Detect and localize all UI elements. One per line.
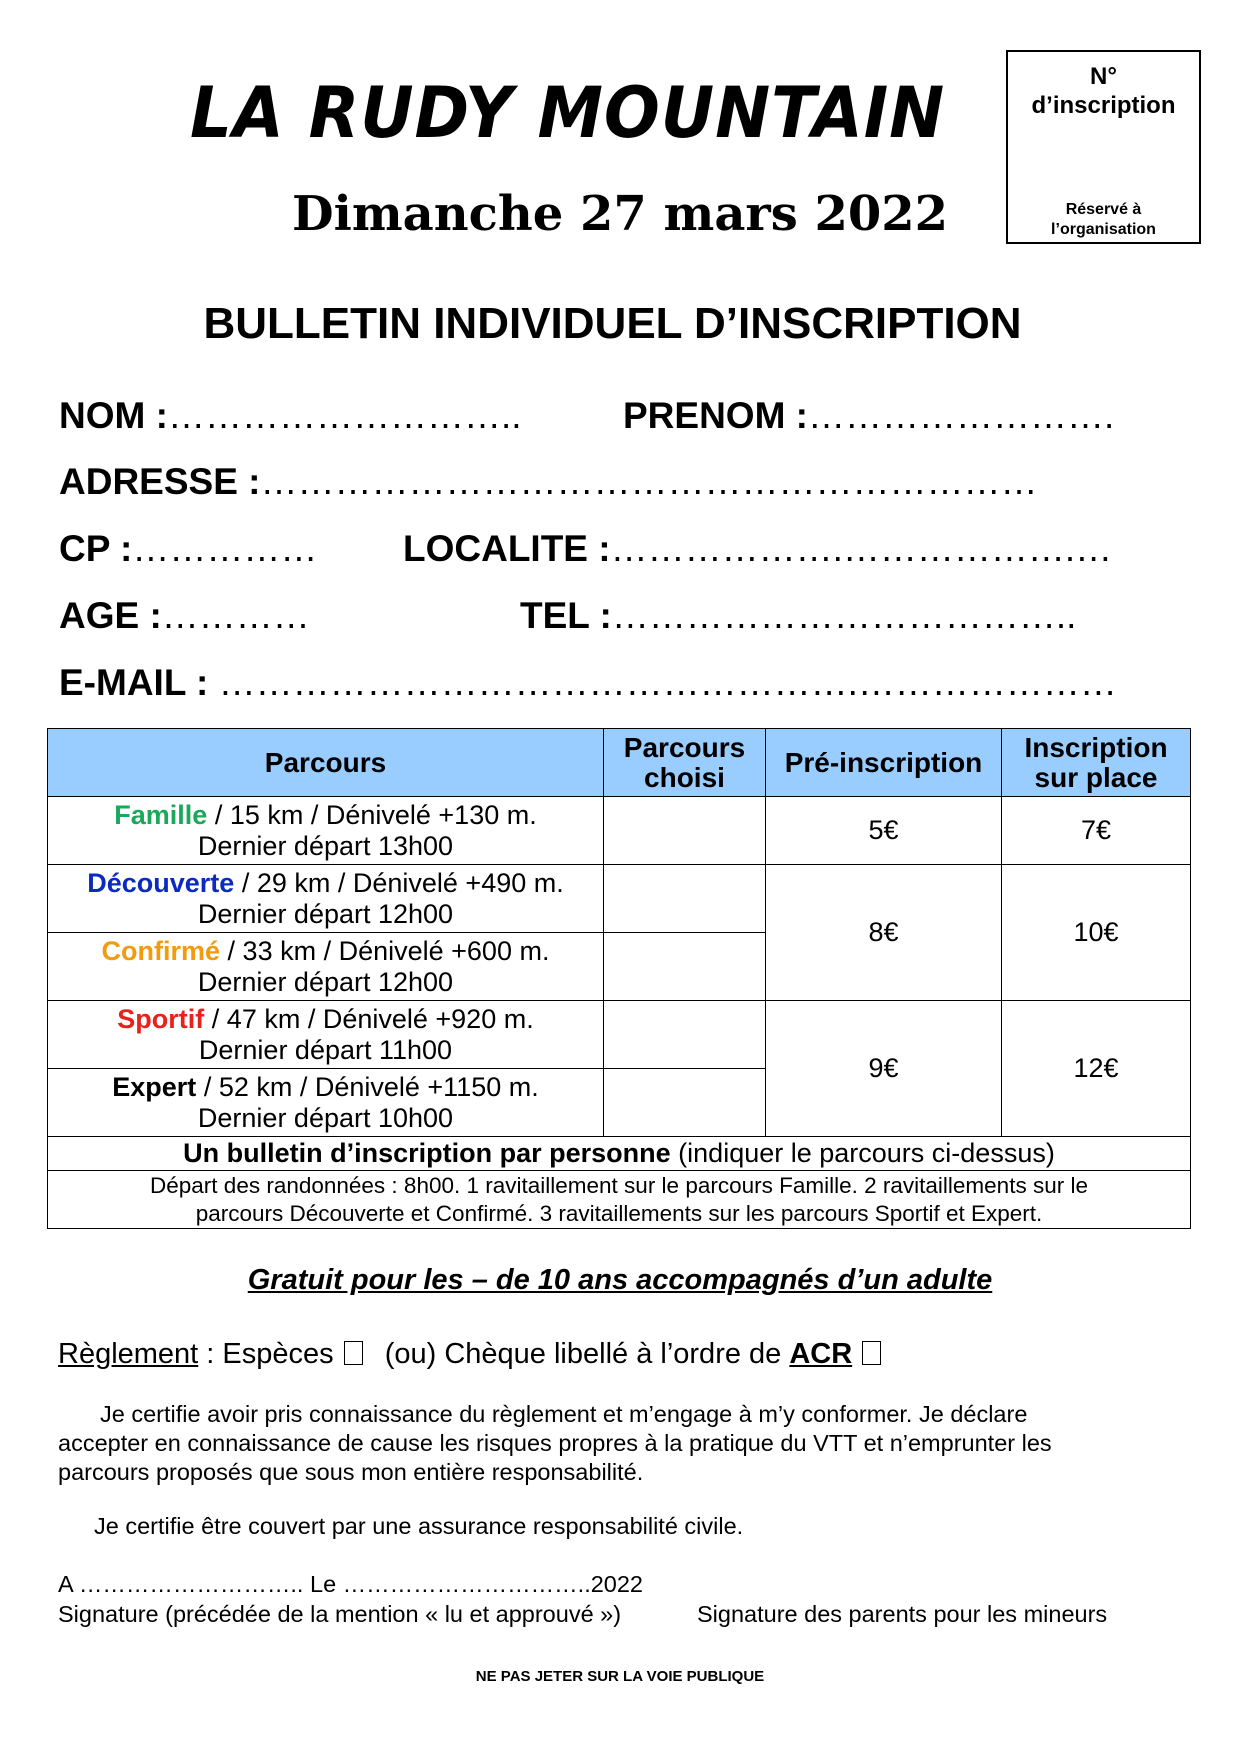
route-famille xyxy=(48,797,604,865)
prenom-label: PRENOM : xyxy=(623,395,808,436)
route-details: / 15 km / Dénivelé +130 m. xyxy=(207,799,537,830)
tel-label: TEL : xyxy=(520,595,612,636)
route-depart: Dernier départ 11h00 xyxy=(198,1034,453,1065)
route-choice-cell[interactable] xyxy=(604,933,766,1001)
localite-field[interactable] xyxy=(403,530,1112,567)
route-sportif xyxy=(48,1001,604,1069)
age-dots: ………… xyxy=(161,595,310,636)
price-place: 10€ xyxy=(1002,865,1191,1001)
header-parcours-choisi: Parcours choisi xyxy=(604,729,766,797)
form-title: BULLETIN INDIVIDUEL D’INSCRIPTION xyxy=(203,299,1022,348)
route-details: / 52 km / Dénivelé +1150 m. xyxy=(196,1071,539,1102)
one-bulletin-note: Un bulletin d’inscription par personne (indiquer le parcours ci-dessus) xyxy=(48,1137,1191,1171)
tel-field[interactable] xyxy=(520,597,1076,634)
nom-field[interactable] xyxy=(59,397,522,434)
price-place: 7€ xyxy=(1002,797,1191,865)
email-field[interactable] xyxy=(59,664,1117,701)
footer-note: NE PAS JETER SUR LA VOIE PUBLIQUE xyxy=(475,1668,765,1685)
route-depart: Dernier départ 10h00 xyxy=(197,1102,454,1133)
header-inscription-sur-place: Inscription sur place xyxy=(1002,729,1191,797)
header-parcours: Parcours xyxy=(48,729,604,797)
route-name: Découverte xyxy=(87,867,235,898)
route-depart: Dernier départ 12h00 xyxy=(197,898,454,929)
cp-field[interactable] xyxy=(59,530,317,567)
event-date: Dimanche 27 mars 2022 xyxy=(292,186,949,242)
route-name: Sportif xyxy=(117,1003,205,1034)
table-row xyxy=(48,865,1191,933)
acr-label: ACR xyxy=(789,1338,853,1370)
route-choice-cell[interactable] xyxy=(604,1069,766,1137)
registration-number-label-2: d’inscription xyxy=(1031,92,1176,119)
reserved-label-2: l’organisation xyxy=(1051,221,1156,238)
especes-label: : Espèces xyxy=(198,1338,334,1370)
route-name: Famille xyxy=(114,799,208,830)
localite-label: LOCALITE : xyxy=(403,528,611,569)
adresse-dots: ……………………………………………………… xyxy=(260,461,1038,502)
routes-table xyxy=(47,728,1191,1229)
payment-line xyxy=(58,1340,881,1369)
cp-dots: …………… xyxy=(132,528,318,569)
reglement-label: Règlement xyxy=(58,1338,199,1370)
age-field[interactable] xyxy=(59,597,310,634)
event-title: LA RUDY MOUNTAIN xyxy=(190,72,946,154)
table-row xyxy=(48,1137,1191,1171)
route-expert xyxy=(48,1069,604,1137)
place-date-line[interactable]: A ……………………….. Le …………………………..2022 xyxy=(58,1571,643,1597)
email-label: E-MAIL : xyxy=(59,662,209,703)
insurance-statement: Je certifie être couvert par une assurance responsabilité civile. xyxy=(94,1513,744,1539)
adresse-label: ADRESSE : xyxy=(59,461,261,502)
localite-dots: ……………….……………….… xyxy=(610,528,1113,569)
free-note: Gratuit pour les – de 10 ans accompagnés d’un adulte xyxy=(247,1264,993,1296)
cp-label: CP : xyxy=(59,528,133,569)
price-place: 12€ xyxy=(1002,1001,1191,1137)
table-header-row xyxy=(48,729,1191,797)
route-details: / 29 km / Dénivelé +490 m. xyxy=(234,867,564,898)
route-name: Confirmé xyxy=(101,935,221,966)
price-pre: 8€ xyxy=(766,865,1002,1001)
price-pre: 5€ xyxy=(766,797,1002,865)
prenom-field[interactable] xyxy=(623,397,1114,434)
cheque-checkbox[interactable] xyxy=(862,1341,881,1365)
tel-dots: ……………………………….. xyxy=(611,595,1077,636)
prenom-dots: ……………………. xyxy=(808,395,1115,436)
nom-dots: ……………………….. xyxy=(167,395,522,436)
registration-number-label: N° xyxy=(1090,63,1117,90)
route-choice-cell[interactable] xyxy=(604,1001,766,1069)
route-choice-cell[interactable] xyxy=(604,797,766,865)
route-choice-cell[interactable] xyxy=(604,865,766,933)
table-row xyxy=(48,797,1191,865)
parents-signature-label: Signature des parents pour les mineurs xyxy=(697,1601,1108,1627)
especes-checkbox[interactable] xyxy=(344,1341,363,1365)
table-row xyxy=(48,1001,1191,1069)
route-details: / 33 km / Dénivelé +600 m. xyxy=(220,935,550,966)
email-dots: …………………………………………….………………… xyxy=(208,662,1117,703)
table-row xyxy=(48,1171,1191,1229)
route-confirme xyxy=(48,933,604,1001)
route-depart: Dernier départ 13h00 xyxy=(197,830,454,861)
route-decouverte xyxy=(48,865,604,933)
cheque-label: (ou) Chèque libellé à l’ordre de xyxy=(384,1338,782,1370)
adresse-field[interactable] xyxy=(59,463,1037,500)
price-pre: 9€ xyxy=(766,1001,1002,1137)
registration-number-box xyxy=(1006,50,1201,244)
certification-paragraph: Je certifie avoir pris connaissance du règlement et m’engage à m’y conformer. Je déclare accepter en connaissance de cause les risques propres à la pratique du VTT et n’emprunter les parcours proposés que sous mon entière responsabilité. xyxy=(58,1401,1052,1485)
signature-label: Signature (précédée de la mention « lu et approuvé ») xyxy=(58,1601,622,1627)
depart-note: Départ des randonnées : 8h00. 1 ravitaillement sur le parcours Famille. 2 ravitaillements sur le parcours Découverte et Confirmé. 3 ravitaillements sur les parcours Sportif et Expert. xyxy=(48,1171,1191,1229)
nom-label: NOM : xyxy=(59,395,168,436)
route-name: Expert xyxy=(112,1071,197,1102)
header-pre-inscription: Pré-inscription xyxy=(766,729,1002,797)
age-label: AGE : xyxy=(59,595,162,636)
route-depart: Dernier départ 12h00 xyxy=(197,966,454,997)
reserved-label: Réservé à xyxy=(1065,201,1142,218)
route-details: / 47 km / Dénivelé +920 m. xyxy=(204,1003,534,1034)
